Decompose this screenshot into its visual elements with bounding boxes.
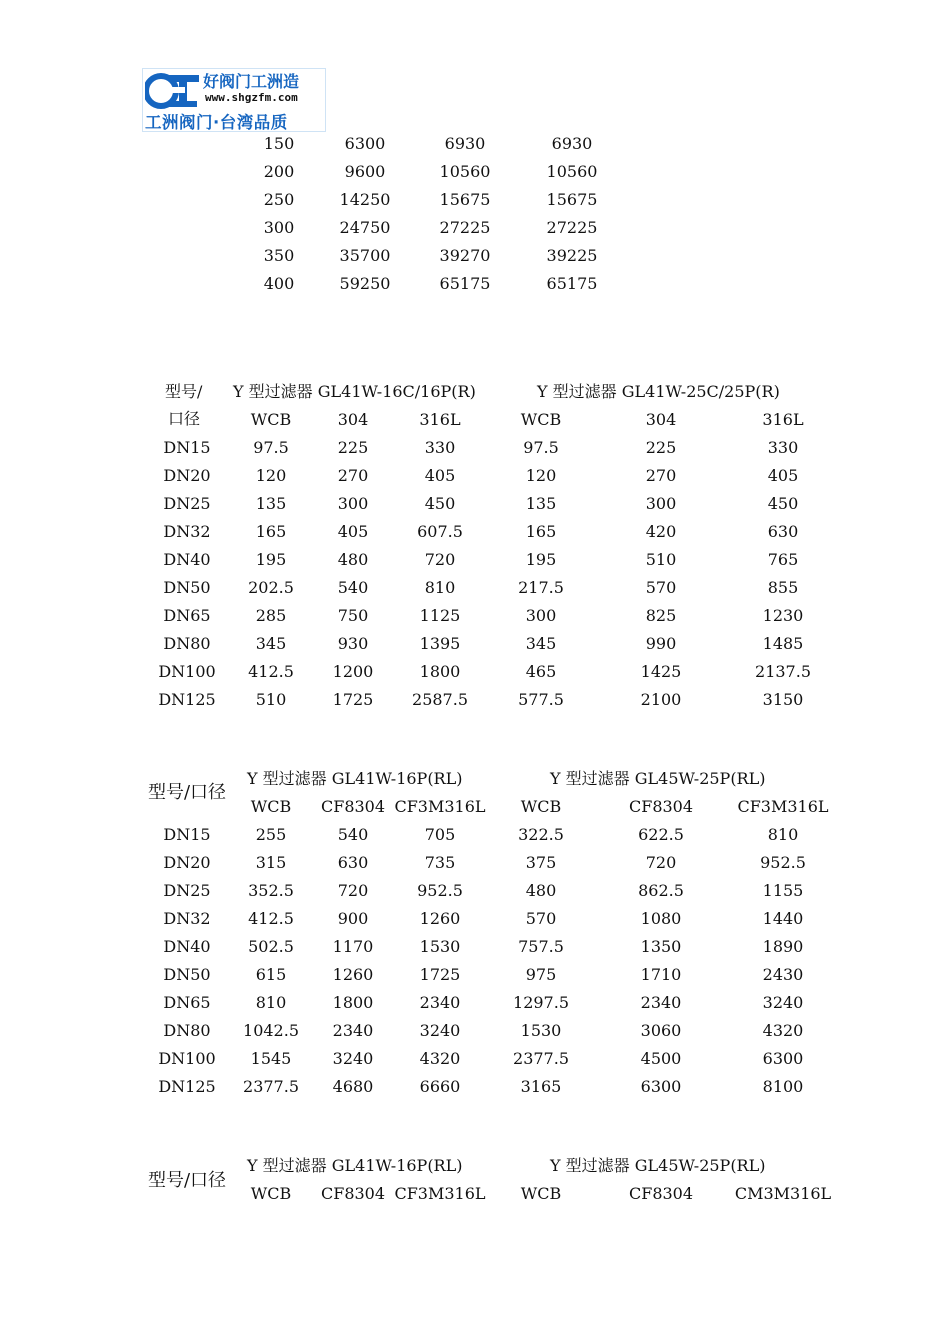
table-cell: 150 — [263, 134, 295, 153]
table-cell: 990 — [645, 634, 677, 653]
table-cell: DN50 — [163, 578, 211, 597]
size-label-line1: 型号/ — [165, 382, 203, 401]
table-cell: 405 — [337, 522, 369, 541]
table-cell: 10560 — [439, 162, 491, 181]
column-header: CF8304 — [320, 797, 386, 816]
table-cell: 300 — [525, 606, 557, 625]
table-cell: 202.5 — [248, 578, 294, 597]
table-cell: 345 — [255, 634, 287, 653]
table-cell: 322.5 — [518, 825, 564, 844]
table-cell: 1710 — [640, 965, 682, 984]
table-cell: 630 — [337, 853, 369, 872]
table-cell: 1260 — [332, 965, 374, 984]
column-header: CF3M316L — [394, 1184, 486, 1203]
table-cell: 862.5 — [638, 881, 684, 900]
table-cell: 720 — [424, 550, 456, 569]
table-cell: 705 — [424, 825, 456, 844]
column-header: WCB — [520, 410, 562, 429]
table-cell: 3060 — [640, 1021, 682, 1040]
size-label: 型号/口径 — [147, 1170, 227, 1191]
table-cell: 165 — [525, 522, 557, 541]
column-header: CF3M316L — [394, 797, 486, 816]
table-cell: 27225 — [546, 218, 598, 237]
table-cell: 2377.5 — [243, 1077, 299, 1096]
table-cell: 345 — [525, 634, 557, 653]
table-cell: 10560 — [546, 162, 598, 181]
table-cell: 2340 — [640, 993, 682, 1012]
table-cell: 2100 — [640, 690, 682, 709]
table-cell: 510 — [645, 550, 677, 569]
table-cell: 502.5 — [248, 937, 294, 956]
table-cell: 120 — [525, 466, 557, 485]
table-cell: 1125 — [419, 606, 461, 625]
table-cell: 540 — [337, 578, 369, 597]
table-cell: 622.5 — [638, 825, 684, 844]
group-header-a: Y 型过滤器 GL41W-16C/16P(R) — [233, 382, 476, 401]
table-cell: 39225 — [546, 246, 598, 265]
column-header: 304 — [337, 410, 369, 429]
table-cell: 27225 — [439, 218, 491, 237]
table-cell: 420 — [645, 522, 677, 541]
table-cell: DN15 — [163, 438, 211, 457]
column-header: CF8304 — [628, 797, 694, 816]
table-cell: 810 — [767, 825, 799, 844]
table-cell: 375 — [525, 853, 557, 872]
table-cell: 315 — [255, 853, 287, 872]
group-header-a: Y 型过滤器 GL41W-16P(RL) — [247, 769, 463, 788]
table-cell: 720 — [645, 853, 677, 872]
table-cell: 195 — [525, 550, 557, 569]
table-cell: 480 — [337, 550, 369, 569]
group-header-b: Y 型过滤器 GL45W-25P(RL) — [550, 1156, 766, 1175]
table-cell: 4320 — [419, 1049, 461, 1068]
table-cell: 135 — [525, 494, 557, 513]
table-cell: 1890 — [762, 937, 804, 956]
table-cell: 1080 — [640, 909, 682, 928]
table-cell: 952.5 — [760, 853, 806, 872]
table-cell: 607.5 — [417, 522, 463, 541]
table-cell: 750 — [337, 606, 369, 625]
table-cell: 14250 — [339, 190, 391, 209]
table-cell: 3150 — [762, 690, 804, 709]
table-cell: 6300 — [344, 134, 386, 153]
column-header: WCB — [520, 797, 562, 816]
column-header: CF8304 — [628, 1184, 694, 1203]
column-header: CF3M316L — [737, 797, 829, 816]
table-cell: 3165 — [520, 1077, 562, 1096]
table-cell: 8100 — [762, 1077, 804, 1096]
table-cell: 810 — [255, 993, 287, 1012]
table-cell: DN80 — [163, 1021, 211, 1040]
table-cell: DN100 — [158, 662, 216, 681]
table-cell: 765 — [767, 550, 799, 569]
logo-url: www.shgzfm.com — [205, 91, 298, 104]
column-header: CM3M316L — [734, 1184, 832, 1203]
table-cell: 615 — [255, 965, 287, 984]
table-cell: 2430 — [762, 965, 804, 984]
column-header: 316L — [419, 410, 461, 429]
size-label-line2: 口径 — [168, 409, 201, 428]
group-header-b: Y 型过滤器 GL45W-25P(RL) — [550, 769, 766, 788]
table-cell: DN25 — [163, 494, 211, 513]
table-cell: 1725 — [419, 965, 461, 984]
table-cell: 1395 — [419, 634, 461, 653]
table-cell: 225 — [337, 438, 369, 457]
table-cell: 250 — [263, 190, 295, 209]
table-cell: 4680 — [332, 1077, 374, 1096]
table-cell: 1170 — [332, 937, 374, 956]
table-cell: 285 — [255, 606, 287, 625]
table-cell: 4320 — [762, 1021, 804, 1040]
table-cell: DN80 — [163, 634, 211, 653]
table-cell: 1530 — [419, 937, 461, 956]
table-cell: 450 — [767, 494, 799, 513]
table-cell: 2587.5 — [412, 690, 468, 709]
table-cell: 350 — [263, 246, 295, 265]
column-header: WCB — [520, 1184, 562, 1203]
table-cell: 1155 — [762, 881, 804, 900]
table-cell: 15675 — [546, 190, 598, 209]
table-cell: 97.5 — [253, 438, 289, 457]
table-cell: 900 — [337, 909, 369, 928]
table-cell: 577.5 — [518, 690, 564, 709]
table-cell: 412.5 — [248, 909, 294, 928]
column-header: 316L — [762, 410, 804, 429]
table-cell: 1530 — [520, 1021, 562, 1040]
group-header-b: Y 型过滤器 GL41W-25C/25P(R) — [537, 382, 780, 401]
table-cell: 510 — [255, 690, 287, 709]
table-cell: 2137.5 — [755, 662, 811, 681]
table-cell: 1260 — [419, 909, 461, 928]
table-cell: 217.5 — [518, 578, 564, 597]
table-cell: DN20 — [163, 466, 211, 485]
column-header: 304 — [645, 410, 677, 429]
table-cell: 1485 — [762, 634, 804, 653]
table-cell: 1725 — [332, 690, 374, 709]
table-cell: DN125 — [158, 1077, 216, 1096]
table-cell: 6660 — [419, 1077, 461, 1096]
table-cell: 2340 — [332, 1021, 374, 1040]
table-cell: 1200 — [332, 662, 374, 681]
group-header-a: Y 型过滤器 GL41W-16P(RL) — [247, 1156, 463, 1175]
table-cell: 735 — [424, 853, 456, 872]
table-cell: DN50 — [163, 965, 211, 984]
table-cell: 330 — [424, 438, 456, 457]
table-cell: 480 — [525, 881, 557, 900]
table-cell: 255 — [255, 825, 287, 844]
table-cell: 6300 — [762, 1049, 804, 1068]
table-cell: 300 — [263, 218, 295, 237]
table-cell: DN32 — [163, 909, 211, 928]
table-cell: 930 — [337, 634, 369, 653]
table-cell: 39270 — [439, 246, 491, 265]
table-cell: 825 — [645, 606, 677, 625]
table-cell: 1545 — [250, 1049, 292, 1068]
table-cell: 6300 — [640, 1077, 682, 1096]
table-cell: 300 — [337, 494, 369, 513]
company-logo — [142, 68, 326, 132]
table-cell: DN15 — [163, 825, 211, 844]
table-cell: DN65 — [163, 993, 211, 1012]
table-cell: 59250 — [339, 274, 391, 293]
table-cell: DN32 — [163, 522, 211, 541]
table-cell: 3240 — [419, 1021, 461, 1040]
table-cell: 120 — [255, 466, 287, 485]
table-cell: 1800 — [332, 993, 374, 1012]
column-header: WCB — [250, 797, 292, 816]
table-cell: 6930 — [551, 134, 593, 153]
table-cell: 2340 — [419, 993, 461, 1012]
table-cell: 24750 — [339, 218, 391, 237]
table-cell: DN125 — [158, 690, 216, 709]
table-cell: 195 — [255, 550, 287, 569]
table-cell: 1800 — [419, 662, 461, 681]
column-header: CF8304 — [320, 1184, 386, 1203]
table-cell: 400 — [263, 274, 295, 293]
table-cell: DN40 — [163, 937, 211, 956]
table-cell: 855 — [767, 578, 799, 597]
column-header: WCB — [250, 410, 292, 429]
table-cell: 720 — [337, 881, 369, 900]
table-cell: 300 — [645, 494, 677, 513]
table-cell: 97.5 — [523, 438, 559, 457]
table-cell: 65175 — [439, 274, 491, 293]
table-cell: 952.5 — [417, 881, 463, 900]
table-cell: 9600 — [344, 162, 386, 181]
table-cell: DN40 — [163, 550, 211, 569]
table-cell: 975 — [525, 965, 557, 984]
size-label: 型号/口径 — [147, 782, 227, 803]
table-cell: 1230 — [762, 606, 804, 625]
table-cell: 4500 — [640, 1049, 682, 1068]
table-cell: 1042.5 — [243, 1021, 299, 1040]
table-cell: 540 — [337, 825, 369, 844]
logo-slogan: 好阀门工洲造 — [203, 72, 300, 91]
table-cell: 2377.5 — [513, 1049, 569, 1068]
table-cell: 570 — [525, 909, 557, 928]
table-cell: 135 — [255, 494, 287, 513]
table-cell: 225 — [645, 438, 677, 457]
table-cell: 465 — [525, 662, 557, 681]
table-cell: 65175 — [546, 274, 598, 293]
table-cell: DN25 — [163, 881, 211, 900]
table-cell: 270 — [645, 466, 677, 485]
table-cell: 405 — [767, 466, 799, 485]
logo-tagline: 工洲阀门·台湾品质 — [145, 113, 288, 132]
table-cell: 3240 — [762, 993, 804, 1012]
table-cell: 810 — [424, 578, 456, 597]
table-cell: 1350 — [640, 937, 682, 956]
table-cell: 412.5 — [248, 662, 294, 681]
table-cell: 330 — [767, 438, 799, 457]
table-cell: 1425 — [640, 662, 682, 681]
table-cell: 6930 — [444, 134, 486, 153]
column-header: WCB — [250, 1184, 292, 1203]
table-cell: 630 — [767, 522, 799, 541]
table-cell: 3240 — [332, 1049, 374, 1068]
table-cell: DN100 — [158, 1049, 216, 1068]
table-cell: 1440 — [762, 909, 804, 928]
table-cell: 450 — [424, 494, 456, 513]
table-cell: 757.5 — [518, 937, 564, 956]
gz-logo-mark-icon — [145, 73, 201, 109]
table-cell: 200 — [263, 162, 295, 181]
table-cell: 270 — [337, 466, 369, 485]
table-cell: DN20 — [163, 853, 211, 872]
table-cell: 1297.5 — [513, 993, 569, 1012]
table-cell: 15675 — [439, 190, 491, 209]
table-cell: 405 — [424, 466, 456, 485]
table-cell: 570 — [645, 578, 677, 597]
table-cell: 352.5 — [248, 881, 294, 900]
table-cell: 165 — [255, 522, 287, 541]
table-cell: 35700 — [339, 246, 391, 265]
table-cell: DN65 — [163, 606, 211, 625]
